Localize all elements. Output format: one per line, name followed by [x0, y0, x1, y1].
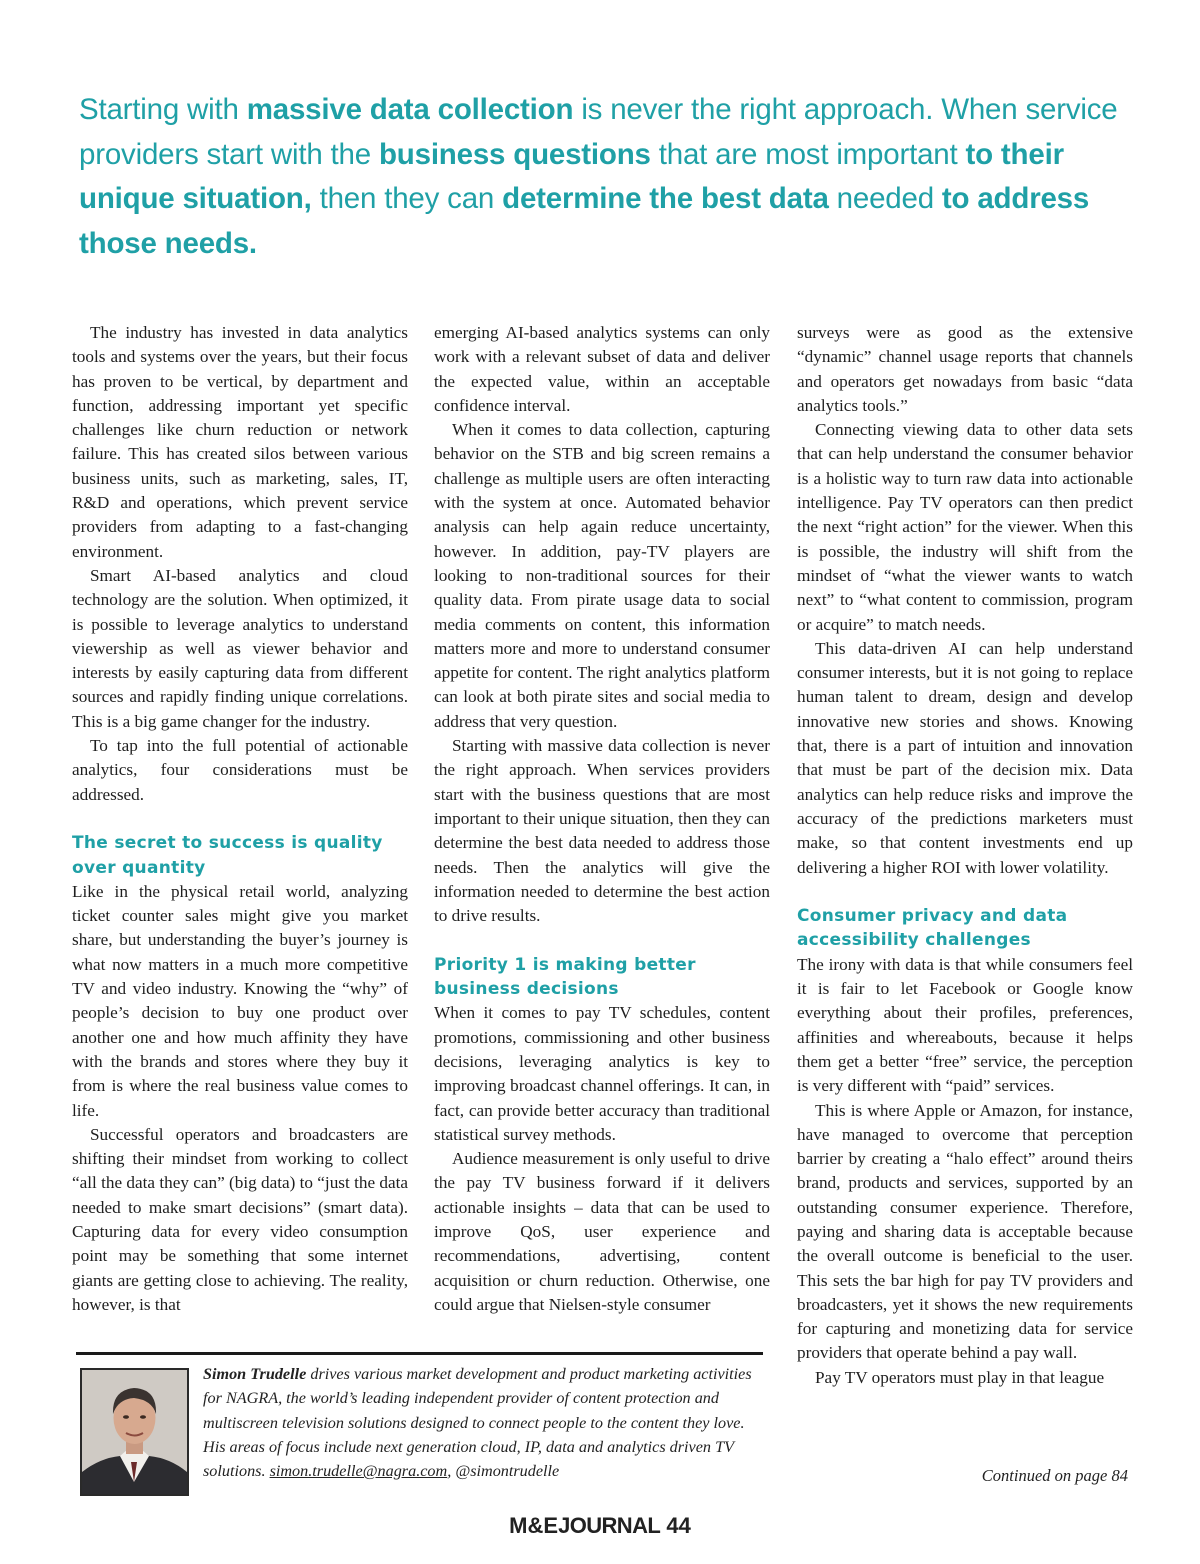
pull-quote-text: needed — [828, 182, 942, 215]
paragraph: The industry has invested in data analytics tools and systems over the years, but their focus has proven to be vertical, by department and function, addressing important yet specific challenges like churn reduction or network failure. This has created silos between various business units, such as marketing, sales, IT, R&D and operations, which prevent service providers from adapting to a fast-changing environment. — [72, 323, 408, 561]
pull-quote-text: that are most important — [650, 137, 966, 171]
pull-quote-text: is never the right approach. When service providers start with the — [79, 93, 1118, 171]
author-email-link[interactable]: simon.trudelle@nagra.com — [269, 1462, 448, 1481]
pull-quote-emphasis: massive data collection — [246, 93, 574, 126]
paragraph: Pay TV operators must play in that league — [815, 1367, 1105, 1387]
paragraph: surveys were as good as the extensive “dynamic” channel usage reports that channels and operators get nowadays from basic “data analytics tools.” — [797, 323, 1133, 415]
pull-quote-emphasis: to address those needs. — [79, 182, 1090, 260]
footer-journal: JOURNAL — [558, 1513, 661, 1538]
page-footer — [0, 1513, 1200, 1539]
continued-note: Continued on page 84 — [981, 1466, 1128, 1485]
article-column-3 — [797, 321, 1133, 1390]
author-photo — [80, 1368, 189, 1496]
author-handle: @simontrudelle — [455, 1462, 560, 1481]
paragraph: When it comes to pay TV schedules, content promotions, commissioning and other business decisions, leveraging analytics is key to improving broadcast channel offerings. It can, in fact, can provide better accuracy than traditional statistical survey methods. — [434, 1003, 770, 1144]
bio-separator: , — [447, 1462, 456, 1481]
bio-divider — [76, 1352, 763, 1355]
paragraph: Like in the physical retail world, analyzing ticket counter sales might give you market share, but understanding the buyer’s journey is what now matters in a much more competitive TV and video industry. Knowing the “why” of people’s decision to buy one product over another one and how much affinity they have with the brands and stores where they buy it from is where the real business value comes to life. — [72, 881, 408, 1120]
article-column-2 — [434, 321, 770, 1317]
author-bio-text: drives various market development and product marketing activities for NAGRA, the world’s leading independent provider of content protection and multiscreen television solutions designed to connect people to the content they love. His areas of focus include next generation cloud, IP, data and analytics driven TV solutions. — [203, 1365, 752, 1481]
paragraph: Smart AI-based analytics and cloud technology are the solution. When optimized, it is possible to leverage analytics to understand viewership as well as viewer behavior and interests by easily capturing data from different sources and rapidly finding unique correlations. This is a big game changer for the industry. — [72, 565, 408, 731]
pull-quote — [79, 88, 1139, 266]
page-number: 44 — [666, 1513, 691, 1538]
paragraph: emerging AI-based analytics systems can only work with a relevant subset of data and deliver the expected value, within an acceptable confidence interval. — [434, 323, 770, 415]
section-heading: The secret to success is quality over quantity — [72, 833, 383, 878]
article-column-1 — [72, 321, 408, 1317]
paragraph: Audience measurement is only useful to drive the pay TV business forward if it delivers actionable insights – data that can be used to improve QoS, user experience and recommendations, advertising, content acquisition or churn reduction. Otherwise, one could argue that Nielsen-style consumer — [434, 1149, 770, 1314]
paragraph: Successful operators and broadcasters are shifting their mindset from working to collect “all the data they can” (big data) to “just the data needed to make smart decisions” (smart data). Capturing data for every video consumption point may be something that some internet giants are getting close to achieving. The reality, however, is that — [72, 1124, 408, 1314]
footer-brand: M&E — [509, 1513, 559, 1538]
author-bio — [203, 1362, 768, 1483]
section-heading: Consumer privacy and data accessibility challenges — [797, 906, 1068, 951]
paragraph: This is where Apple or Amazon, for instance, have managed to overcome that perception barrier by creating a “halo effect” around theirs brand, products and services, supported by an outstanding consumer experience. Therefore, paying and sharing data is acceptable because the overall outcome is beneficial to the user. This sets the bar high for pay TV providers and broadcasters, yet it shows the new requirements for capturing and monetizing data for service providers that operate behind a pay wall. — [797, 1100, 1133, 1363]
pull-quote-emphasis: business questions — [378, 137, 651, 171]
section-heading: Priority 1 is making better business decisions — [434, 954, 696, 1000]
author-portrait-icon — [82, 1370, 187, 1494]
paragraph: The irony with data is that while consumers feel it is fair to let Facebook or Google know everything about their profiles, preferences, affinities and whereabouts, because it helps them get a better “free” service, the perception is very different with “paid” services. — [797, 954, 1133, 1096]
paragraph: To tap into the full potential of actionable analytics, four considerations must be addressed. — [72, 736, 408, 804]
paragraph: Starting with massive data collection is never the right approach. When services providers start with the business questions that are most important to their unique situation, then they can determine the best data needed to address those needs. Then the analytics will give the information needed to determine the best action to drive results. — [434, 736, 770, 926]
pull-quote-emphasis: determine the best data — [502, 182, 829, 215]
author-name: Simon Trudelle — [203, 1365, 307, 1383]
paragraph: This data-driven AI can help understand consumer interests, but it is not going to replace human talent to dream, design and develop innovative new stories and shows. Knowing that, there is a part of intuition and innovation that must be part of the decision mix. Data analytics can help reduce risks and improve the accuracy of the predictions marketers must make, so that content investments end up delivering a higher ROI with lower volatility. — [797, 638, 1133, 877]
pull-quote-text: Starting with — [79, 93, 247, 126]
paragraph: Connecting viewing data to other data sets that can help understand the consumer behavior is a holistic way to turn raw data into actionable intelligence. Pay TV operators can then predict the next “right action” for the viewer. When this is possible, the industry will shift from the mindset of “what the viewer wants to watch next” to “what content to commission, program or acquire” to match needs. — [797, 420, 1133, 634]
pull-quote-text: then they can — [311, 182, 503, 215]
paragraph: When it comes to data collection, capturing behavior on the STB and big screen remains a challenge as multiple users are often interacting with the system at once. Automated behavior analysis can help again reduce uncertainty, however. In addition, pay-TV players are looking to non-traditional sources for their quality data. From pirate usage data to social media comments on content, this information matters more and more to understand consumer appetite for content. The right analytics platform can look at both pirate sites and social media to address that very question. — [434, 420, 770, 731]
pull-quote-emphasis: to their unique situation, — [79, 137, 1064, 215]
